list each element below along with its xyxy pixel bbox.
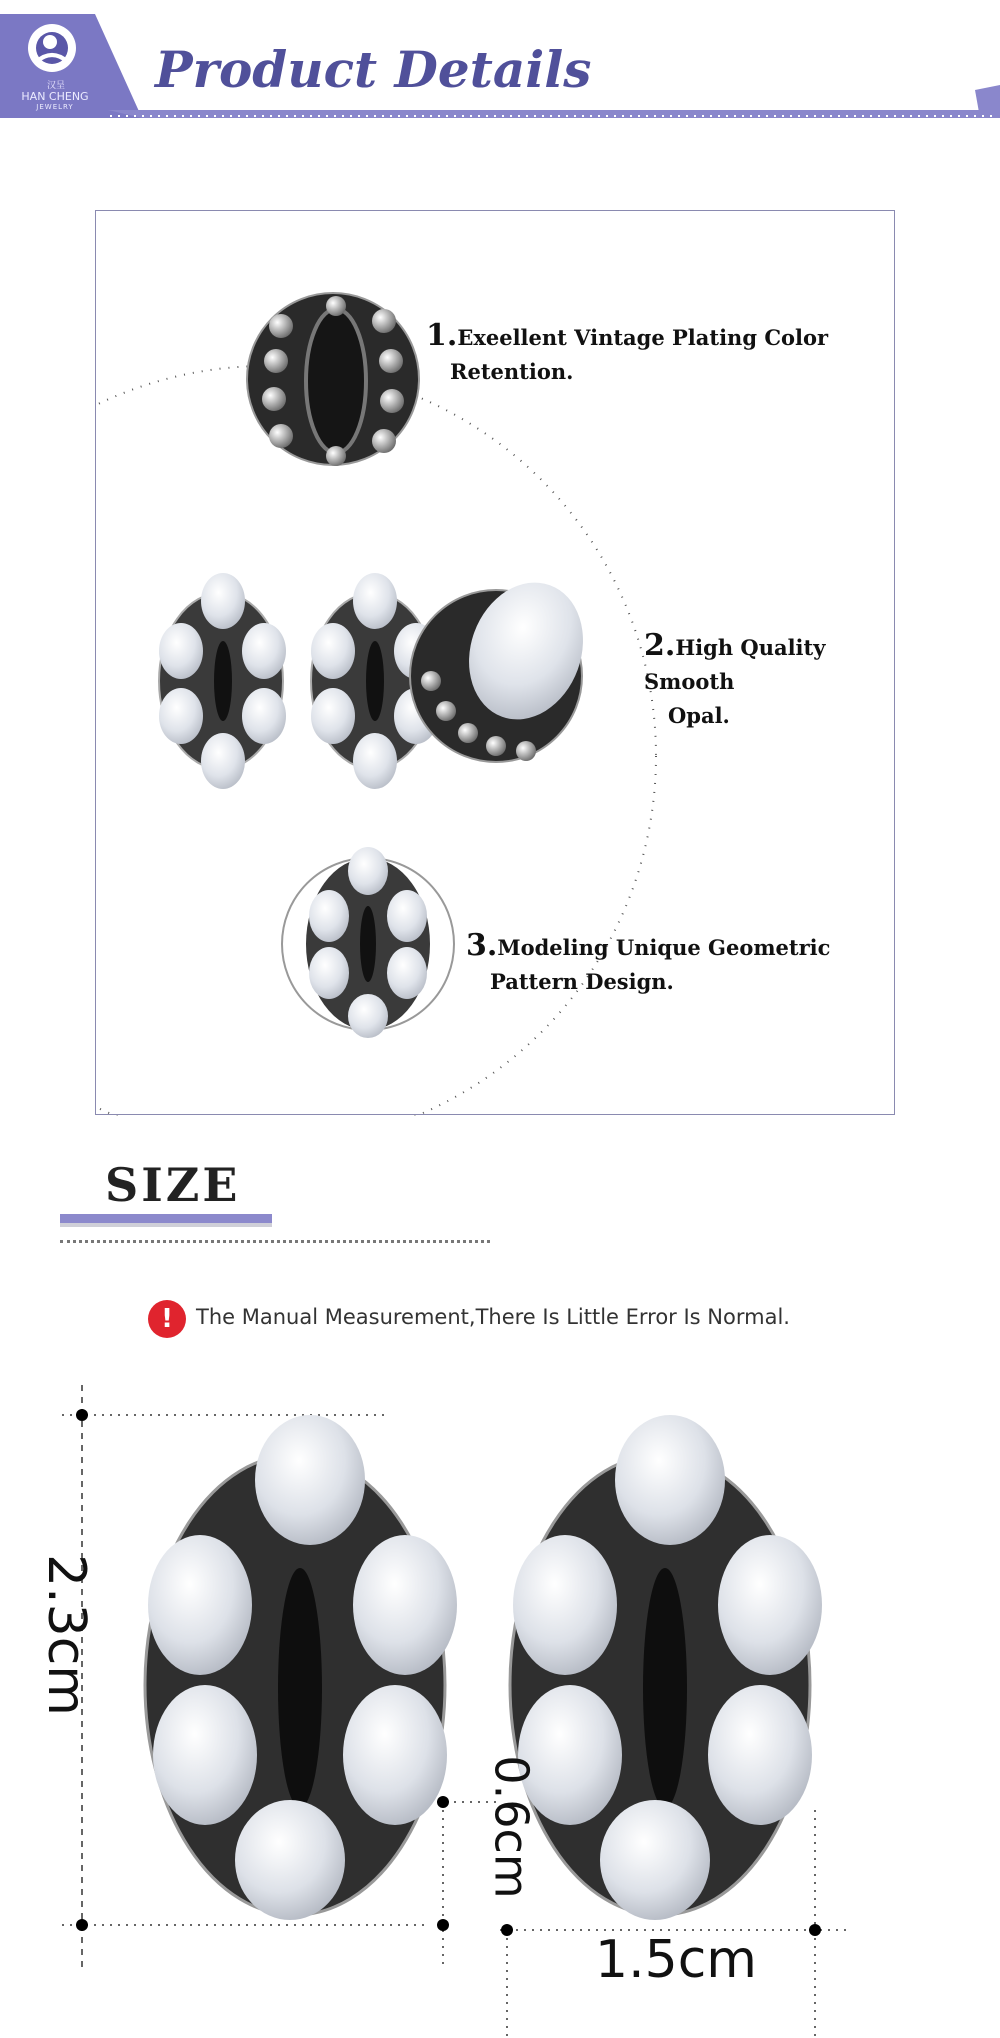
feature-text: High Quality Smooth <box>644 635 826 694</box>
brand-name-cn: 汉呈 <box>46 81 65 91</box>
feature-number: 3. <box>466 928 498 963</box>
height-measurement: 2.3cm <box>35 1554 96 1716</box>
detail-circle-pattern <box>282 847 454 1038</box>
feature-text-line2: Opal. <box>668 703 730 728</box>
measurement-illustration <box>0 1370 1000 2038</box>
brand-logo-icon <box>28 24 76 72</box>
feature-panel <box>95 210 895 1115</box>
earring-left <box>159 573 286 789</box>
feature-text: Exeellent Vintage Plating Color <box>457 325 829 350</box>
feature-number: 1. <box>426 318 458 353</box>
feature-item <box>426 319 828 389</box>
detail-circle-opal <box>410 566 602 762</box>
feature-item <box>644 629 894 733</box>
brand-name: HAN CHENG <box>21 90 89 103</box>
feature-number: 2. <box>644 628 676 663</box>
exclamation-circle-icon: ! <box>148 1300 186 1338</box>
size-diagram <box>0 1370 1000 2038</box>
size-underline <box>60 1214 272 1223</box>
earring-large-left <box>145 1415 457 1920</box>
feature-text-line2: Pattern Design. <box>490 969 674 994</box>
earring-large-right <box>510 1415 822 1920</box>
size-heading: SIZE <box>105 1158 241 1212</box>
page-header <box>0 0 1000 125</box>
small-measurement: 0.6cm <box>484 1755 539 1899</box>
brand-subtitle: JEWELRY <box>36 103 74 111</box>
size-underline-shadow <box>60 1223 272 1227</box>
feature-item <box>466 929 830 999</box>
detail-circle-plating <box>247 293 419 466</box>
feature-text-line2: Retention. <box>450 359 574 384</box>
feature-text: Modeling Unique Geometric <box>497 935 831 960</box>
page-title: Product Details <box>155 40 592 99</box>
size-divider <box>60 1240 490 1243</box>
width-measurement: 1.5cm <box>595 1930 757 1990</box>
measurement-notice: The Manual Measurement,There Is Little Error Is Normal. <box>196 1305 790 1329</box>
